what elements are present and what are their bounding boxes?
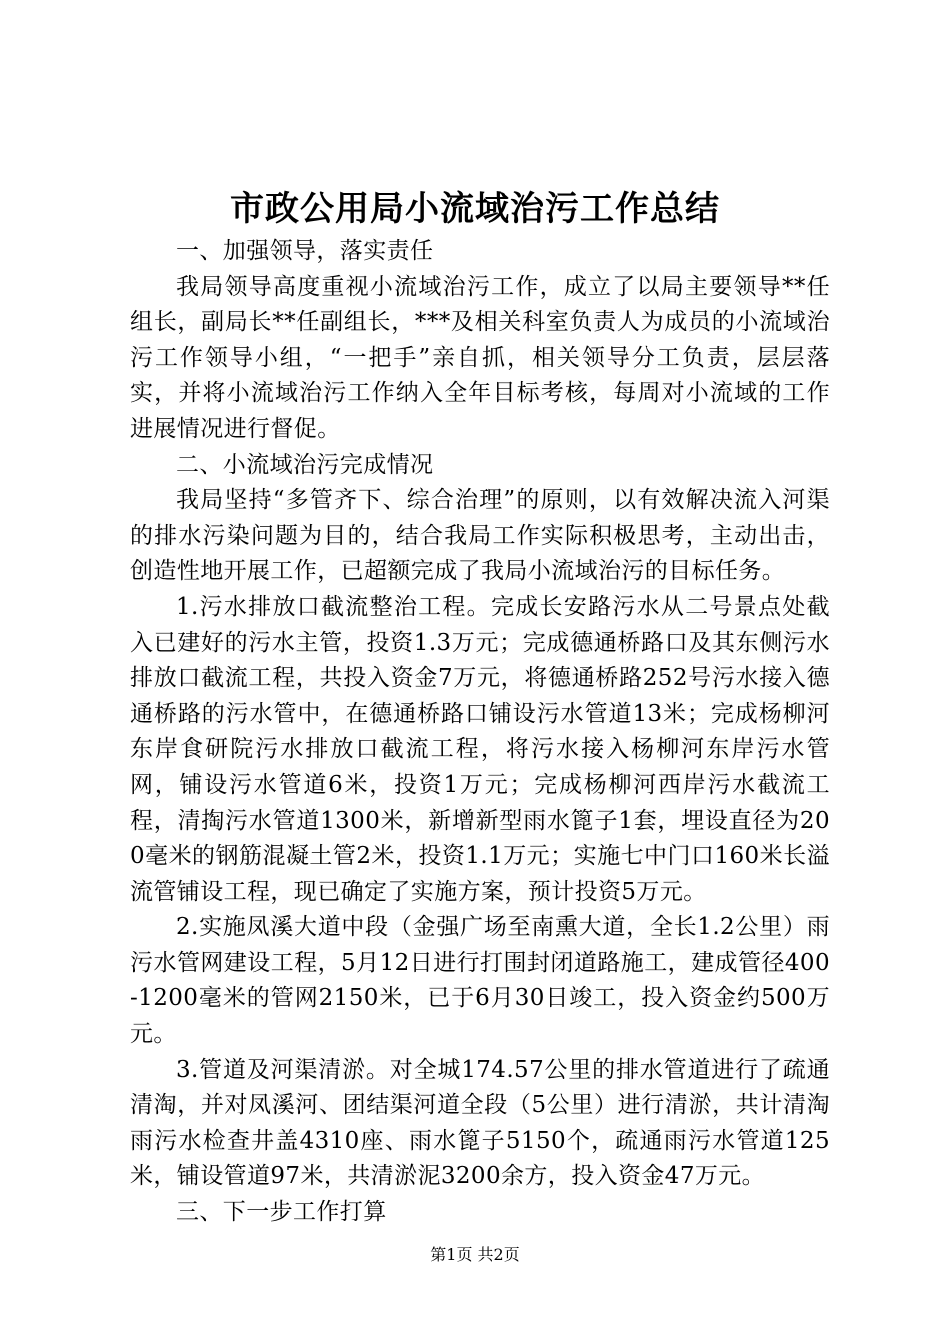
paragraph: 我局坚持“多管齐下、综合治理”的原则，以有效解决流入河渠的排水污染问题为目的，结合我局工作实际积极思考，主动出击，创造性地开展工作，已超额完成了我局小流域治污的目标任务。 [130,487,830,585]
section-heading-2: 二、小流域治污完成情况 [176,451,434,478]
document-body [130,234,830,1231]
section-heading-3: 三、下一步工作打算 [176,1199,387,1226]
section-heading-1: 一、加强领导，落实责任 [176,238,434,264]
paragraph: 2.实施凤溪大道中段（金强广场至南熏大道，全长1.2公里）雨污水管网建设工程，5月12日进行打围封闭道路施工，建成管径400-1200毫米的管网2150米，已于6月30日竣工，投入资金约500万元。 [130,914,830,1048]
paragraph: 1.污水排放口截流整治工程。完成长安路污水从二号景点处截入已建好的污水主管，投资1.3万元；完成德通桥路口及其东侧污水排放口截流工程，共投入资金7万元，将德通桥路252号污水接入德通桥路的污水管中，在德通桥路口铺设污水管道13米；完成杨柳河东岸食研院污水排放口截流工程，将污水接入杨柳河东岸污水管网，铺设污水管道6米，投资1万元；完成杨柳河西岸污水截流工程，清掏污水管道1300米，新增新型雨水篦子1套，埋设直径为200毫米的钢筋混凝土管2米，投资1.1万元；实施七中门口160米长溢流管铺设工程，现已确定了实施方案，预计投资5万元。 [130,593,830,905]
page-footer: 第1页 共2页 [430,1245,520,1264]
paragraph: 我局领导高度重视小流域治污工作，成立了以局主要领导**任组长，副局长**任副组长，***及相关科室负责人为成员的小流域治污工作领导小组，“一把手”亲自抓，相关领导分工负责，层层落实，并将小流域治污工作纳入全年目标考核，每周对小流域的工作进展情况进行督促。 [130,273,830,442]
paragraph: 3.管道及河渠清淤。对全城174.57公里的排水管道进行了疏通清淘，并对凤溪河、团结渠河道全段（5公里）进行清淤，共计清淘雨污水检查井盖4310座、雨水篦子5150个，疏通雨污水管道125米，铺设管道97米，共清淤泥3200余方，投入资金47万元。 [130,1056,830,1190]
document-title: 市政公用局小流域治污工作总结 [230,189,720,229]
